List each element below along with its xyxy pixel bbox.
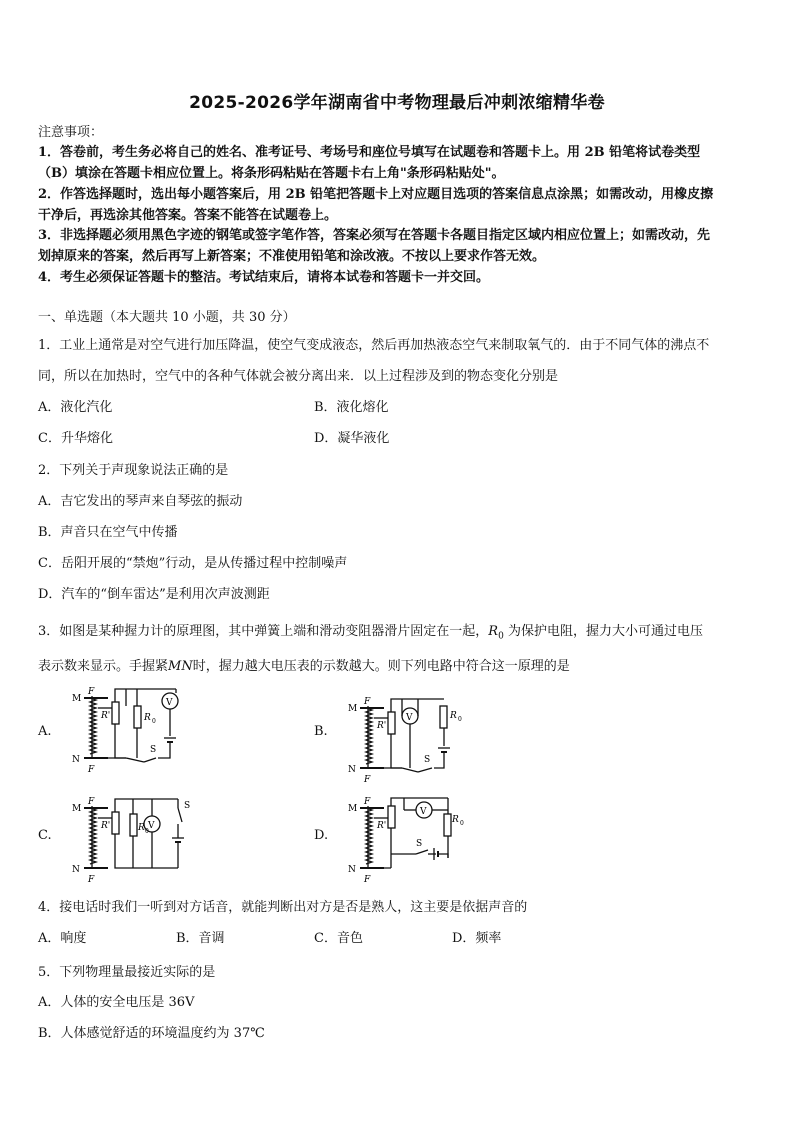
q5-option-a[interactable]: A．人体的安全电压是 36V — [38, 995, 195, 1010]
q2-option-b[interactable]: B．声音只在空气中传播 — [38, 525, 178, 540]
r0-sub-label: 0 — [460, 820, 464, 827]
notice-heading: 注意事项： — [38, 125, 104, 140]
force-label: F — [364, 875, 371, 884]
circuit-diagram-c — [68, 794, 198, 884]
q1-stem-line1: 1．工业上通常是对空气进行加压降温，使空气变成液态，然后再加热液态空气来制取氧气的．由于不同气体的沸点不 — [38, 338, 710, 353]
q5-stem: 5．下列物理量最接近实际的是 — [38, 965, 216, 980]
section-heading: 一、单选题（本大题共 10 小题，共 30 分） — [38, 310, 296, 325]
r0-subscript: 0 — [498, 631, 504, 642]
switch-label: S — [416, 839, 423, 849]
notice-line: 干净后，再选涂其他答案。答案不能答在试题卷上。 — [38, 208, 338, 223]
q1-stem-line2: 同，所以在加热时，空气中的各种气体就会被分离出来．以上过程涉及到的物态变化分别是 — [38, 369, 559, 384]
voltmeter-label: V — [420, 807, 427, 817]
q3-stem-text: 3．如图是某种握力计的原理图，其中弹簧上端和滑动变阻器滑片固定在一起， — [38, 624, 489, 639]
n-label: N — [72, 755, 80, 765]
force-label: F — [364, 775, 371, 784]
r0-sub-label: 0 — [145, 828, 149, 835]
notice-line: 划掉原来的答案，然后再写上新答案；不准使用铅笔和涂改液。不按以上要求作答无效。 — [38, 249, 546, 264]
m-label: M — [348, 704, 358, 714]
force-label: F — [88, 687, 95, 697]
m-label: M — [72, 694, 82, 704]
voltmeter-label: V — [166, 698, 173, 708]
q3-stem-text: 时，握力越大电压表的示数越大。则下列电路中符合这一原理的是 — [192, 659, 570, 674]
q4-option-d[interactable]: D．频率 — [452, 931, 502, 946]
r0-label: R — [452, 815, 459, 825]
q4-option-b[interactable]: B．音调 — [176, 931, 225, 946]
r0-label: R — [450, 711, 457, 721]
force-label: F — [364, 697, 371, 707]
q2-option-a[interactable]: A．吉它发出的琴声来自琴弦的振动 — [38, 494, 243, 509]
force-label: F — [88, 875, 95, 884]
notice-line: 4．考生必须保证答题卡的整洁。考试结束后，请将本试卷和答题卡一并交回。 — [38, 270, 490, 285]
n-label: N — [348, 865, 356, 875]
voltmeter-label: V — [148, 821, 155, 831]
q5-option-b[interactable]: B．人体感觉舒适的环境温度约为 37℃ — [38, 1026, 265, 1041]
r0-sub-label: 0 — [152, 718, 156, 725]
q4-option-a[interactable]: A．响度 — [38, 931, 87, 946]
circuit-diagram-d — [344, 794, 474, 884]
r0-label: R — [138, 823, 145, 833]
q3-option-c[interactable]: C. — [38, 828, 52, 843]
force-label: F — [88, 797, 95, 807]
q2-option-d[interactable]: D．汽车的“倒车雷达”是利用次声波测距 — [38, 587, 270, 602]
r0-label: R — [144, 713, 151, 723]
rheostat-label: R' — [101, 821, 111, 831]
q1-option-c[interactable]: C．升华熔化 — [38, 431, 113, 446]
force-label: F — [364, 797, 371, 807]
switch-label: S — [150, 745, 157, 755]
q3-option-a[interactable]: A. — [38, 724, 52, 739]
notice-line: 2．作答选择题时，选出每小题答案后，用 2B 铅笔把答题卡上对应题目选项的答案信息点涂黑；如需改动，用橡皮擦 — [38, 187, 714, 202]
q1-option-b[interactable]: B．液化熔化 — [314, 400, 389, 415]
page-title: 2025-2026学年湖南省中考物理最后冲刺浓缩精华卷 — [189, 93, 605, 113]
r0-sub-label: 0 — [458, 716, 462, 723]
q3-stem-line1 — [38, 620, 703, 642]
voltmeter-label: V — [406, 713, 413, 723]
switch-label: S — [424, 755, 431, 765]
force-label: F — [88, 765, 95, 774]
q3-stem-text: 为保护电阻，握力大小可通过电压 — [503, 624, 703, 639]
m-label: M — [348, 804, 358, 814]
q4-stem: 4．接电话时我们一听到对方话音，就能判断出对方是否是熟人，这主要是依据声音的 — [38, 900, 528, 915]
q3-option-b[interactable]: B. — [314, 724, 328, 739]
q3-option-d[interactable]: D. — [314, 828, 329, 843]
notice-line: 1．答卷前，考生务必将自己的姓名、准考证号、考场号和座位号填写在试题卷和答题卡上。用 2B 铅笔将试卷类型 — [38, 145, 701, 160]
r0-symbol: R — [488, 624, 499, 639]
circuit-diagram-a — [68, 684, 198, 774]
rheostat-label: R' — [377, 821, 387, 831]
circuit-diagram-b — [344, 694, 474, 784]
m-label: M — [72, 804, 82, 814]
rheostat-label: R' — [377, 721, 387, 731]
rheostat-label: R' — [101, 711, 111, 721]
switch-label: S — [184, 801, 191, 811]
q2-stem: 2．下列关于声现象说法正确的是 — [38, 463, 229, 478]
q1-option-a[interactable]: A．液化汽化 — [38, 400, 113, 415]
q4-option-c[interactable]: C．音色 — [314, 931, 363, 946]
mn-symbol: MN — [168, 659, 193, 674]
q3-stem-line2 — [38, 655, 570, 674]
notice-line: （B）填涂在答题卡相应位置上。将条形码粘贴在答题卡右上角"条形码粘贴处"。 — [38, 166, 505, 181]
n-label: N — [348, 765, 356, 775]
q3-stem-text: 表示数来显示。手握紧 — [38, 659, 169, 674]
n-label: N — [72, 865, 80, 875]
q2-option-c[interactable]: C．岳阳开展的“禁炮”行动，是从传播过程中控制噪声 — [38, 556, 348, 571]
notice-line: 3．非选择题必须用黑色字迹的钢笔或签字笔作答，答案必须写在答题卡各题目指定区域内相应位置上；如需改动，先 — [38, 228, 711, 243]
q1-option-d[interactable]: D．凝华液化 — [314, 431, 390, 446]
